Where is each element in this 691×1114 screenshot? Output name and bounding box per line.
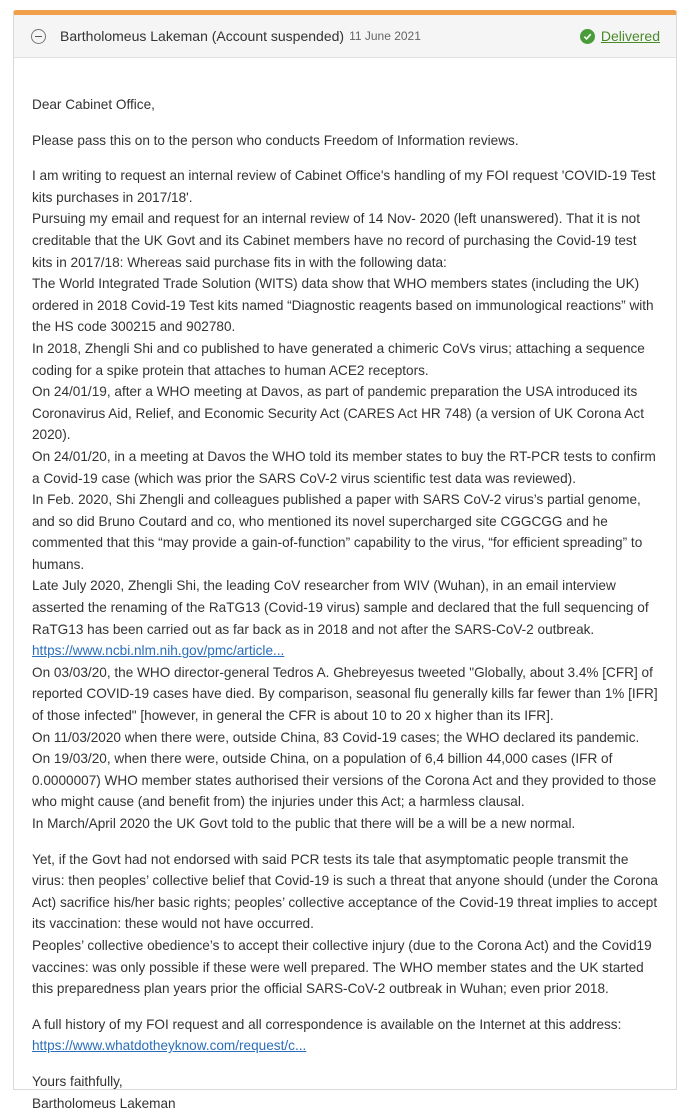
delivered-link[interactable]: Delivered [600,28,660,44]
check-circle-icon [580,29,595,44]
request-line: On 24/01/19, after a WHO meeting at Davos, as part of pandemic preparation the USA introduced its Coronavirus Aid, Relief, and Economic Security Act (CARES Act HR 748) (a version of UK Corona Act 2020). [32,384,644,443]
message-header [14,15,676,58]
conclusion-line: Peoples’ collective obedience’s to accept their collective injury (due to the Corona Act) and the Covid19 vaccines: was only possible if these were well prepared. The WHO member states and the UK started this preparedness plan years prior the official SARS-CoV-2 outbreak in Wuhan; even prior 2018. [32,937,652,997]
signature: Bartholomeus Lakeman [32,1095,176,1111]
ncbi-link[interactable]: https://www.ncbi.nlm.nih.gov/pmc/article... [32,643,285,659]
request-line: On 24/01/20, in a meeting at Davos the WHO told its member states to buy the RT-PCR tests to confirm a Covid-19 case (which was prior the SARS CoV-2 virus scientific test data was reviewed). [32,448,656,486]
whatdotheyknow-link[interactable]: https://www.whatdotheyknow.com/request/c... [32,1038,307,1054]
request-line: Late July 2020, Zhengli Shi, the leading CoV researcher from WIV (Wuhan), in an email interview asserted the renaming of the RaTG13 (Covid-19 virus) sample and declared that the full sequencing of RaTG13 has been carried out as far back as in 2018 and not after the SARS-CoV-2 outbreak. [32,578,649,637]
request-line: In March/April 2020 the UK Govt told to the public that there will be a will be a new normal. [32,816,576,831]
request-line: In Feb. 2020, Shi Zhengli and colleagues published a paper with SARS CoV-2 virus’s partial genome, and so did Bruno Coutard and co, who mentioned its novel supercharged site CGGCGG and he commented that this “may provide a gain-of-function” capability to the virus, “for efficient spreading” to humans. [32,492,643,572]
correspondence-card [13,10,677,1111]
request-paragraph [32,165,658,834]
request-line: In 2018, Zhengli Shi and co published to have generated a chimeric CoVs virus; attaching a sequence coding for a spike protein that attaches to human ACE2 receptors. [32,340,645,378]
request-line: The World Integrated Trade Solution (WITS) data show that WHO members states (including the UK) ordered in 2018 Covid-19 Test kits named “Diagnostic reagents based on immunological reactions” with the HS code 300215 and 902780. [32,276,654,335]
request-line: Pursuing my email and request for an internal review of 14 Nov- 2020 (left unanswered). That it is not creditable that the UK Govt and its Cabinet members have no record of purchasing the Covid-19 test kits in 2017/18: Whereas said purchase fits in with the following data: [32,211,641,270]
history-paragraph [32,1014,658,1057]
signoff: Yours faithfully, [32,1073,123,1089]
collapse-icon[interactable] [31,29,46,44]
signoff-block [32,1071,658,1114]
request-line: On 03/03/20, the WHO director-general Tedros A. Ghebreyesus tweeted "Globally, about 3.4% [CFR] of reported COVID-19 cases have died. By comparison, seasonal flu generally kills far fewer than 1% [IFR] of those infected" [however, in general the CFR is about 10 to 20 x higher than its IFR]. [32,664,658,724]
request-line: On 11/03/2020 when there were, outside China, 83 Covid-19 cases; the WHO declared its pandemic. On 19/03/20, when there were, outside China, on a population of 6,4 billion 44,000 cases (IFR of 0.0000007) WHO member states authorised their versions of the Corona Act and they provided to those who might cause (and benefit from) the injuries under this Act; a harmless clausal. [32,729,657,810]
intro-paragraph: Please pass this on to the person who conducts Freedom of Information reviews. [32,132,519,148]
message-date: 11 June 2021 [349,29,421,43]
greeting: Dear Cabinet Office, [32,97,155,112]
conclusion-line: Yet, if the Govt had not endorsed with said PCR tests its tale that asymptomatic people transmit the virus: then peoples’ collective belief that Covid-19 is such a threat that anyone should (under the Corona Act) sacrifice his/her basic rights; peoples’ collective acceptance of the Covid-19 threat implies to accept its vaccination: these would not have occurred. [32,851,658,932]
request-line: I am writing to request an internal review of Cabinet Office's handling of my FOI request 'COVID-19 Test kits purchases in 2017/18'. [32,168,656,205]
conclusion-paragraph [32,849,658,1000]
history-text: A full history of my FOI request and all correspondence is available on the Internet at this address: [32,1016,622,1032]
sender-name: Bartholomeus Lakeman (Account suspended) [60,28,345,44]
delivery-status [580,28,660,44]
message-body [14,58,676,1114]
